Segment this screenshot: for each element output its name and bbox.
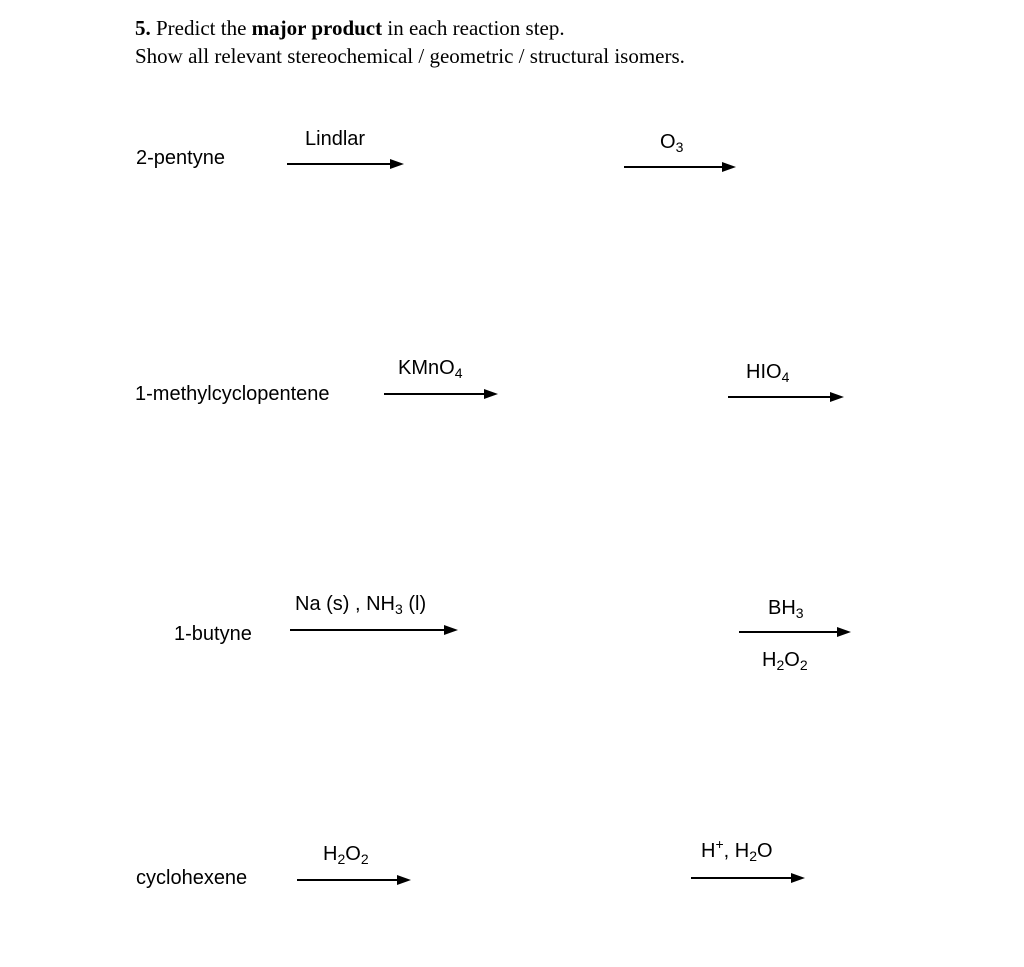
reaction-arrow	[297, 879, 399, 881]
question-line-1	[135, 14, 685, 42]
substrate-cyclohexene: cyclohexene	[136, 867, 248, 889]
substrate-1-methylcyclopentene: 1-methylcyclopentene	[135, 383, 330, 405]
reagent-h-plus-h2o: H+, $H_2O$	[701, 836, 773, 864]
question-header	[135, 14, 685, 70]
reaction-arrow	[728, 396, 832, 398]
reagent-hio4: $HIO_4$	[746, 361, 790, 385]
reaction-arrow	[624, 166, 724, 168]
reagent-ozone: $O_3$	[660, 131, 684, 155]
reaction-arrow	[739, 631, 839, 633]
reaction-arrow	[290, 629, 446, 631]
reagent-h2o2: $H_2O_2$	[323, 843, 369, 867]
reagent-lindlar: Lindlar	[305, 128, 366, 150]
reagent-h2o2: $H_2O_2$	[762, 649, 808, 673]
reagent-na-nh3: Na (s) , $NH_3$ (l)	[295, 593, 427, 617]
reagent-kmno4: KMnO$_4$	[398, 357, 463, 381]
reaction-arrow	[287, 163, 392, 165]
reagent-bh3: $BH_3$	[768, 597, 804, 621]
substrate-1-butyne: 1-butyne	[174, 623, 252, 645]
question-number: 5.	[135, 16, 151, 40]
question-text-post: in each reaction step.	[387, 16, 565, 40]
question-text-pre: Predict the	[156, 16, 247, 40]
question-line-2: Show all relevant stereochemical / geometric / structural isomers.	[135, 44, 685, 68]
question-text-bold: major product	[251, 16, 383, 40]
reaction-arrow	[691, 877, 793, 879]
substrate-2-pentyne: 2-pentyne	[136, 147, 225, 169]
reaction-arrow	[384, 393, 486, 395]
